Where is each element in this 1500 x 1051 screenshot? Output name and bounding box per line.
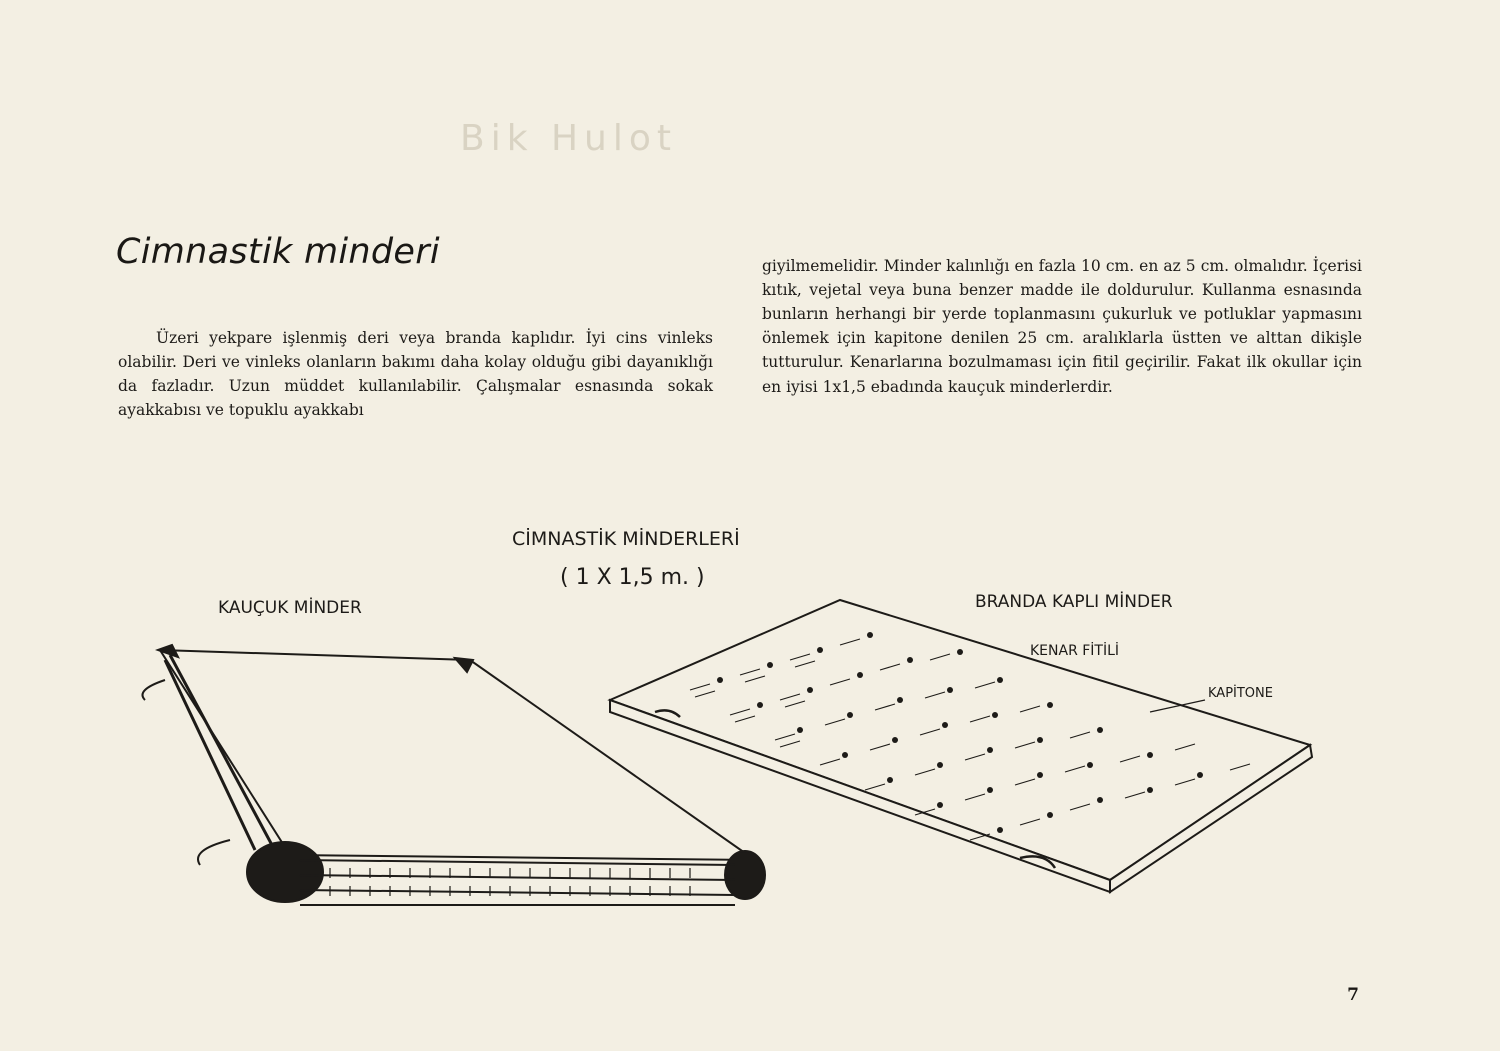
- bleed-through-text: Bik Hulot: [460, 118, 678, 159]
- label-rubber-mat: KAUÇUK MİNDER: [218, 598, 362, 618]
- right-column-paragraph: giyilmemelidir. Minder kalınlığı en fazla 10 cm. en az 5 cm. olmalıdır. İçerisi kıtık, vejetal veya buna benzer madde ile doldurulur. Kullanma esnasında bunların herhangi bir yerde toplanmasını çukurluk ve potluklar yapmasını önlemek için kapitone denilen 25 cm. aralıklarla üstten ve alttan dikişle tutturulur. Kenarlarına bozulmaması için fitil geçirilir. Fakat ilk okullar için en iyisi 1x1,5 ebadında kauçuk minderlerdir.: [762, 256, 1362, 396]
- label-edge-piping: KENAR FİTİLİ: [1030, 643, 1120, 659]
- label-quilting: KAPİTONE: [1208, 686, 1273, 701]
- illustration-dimensions: ( 1 X 1,5 m. ): [560, 565, 705, 590]
- page-title: Cimnastik minderi: [116, 232, 440, 272]
- left-column-paragraph: Üzeri yekpare işlenmiş deri veya branda kaplıdır. İyi cins vinleks olabilir. Deri ve vinleks olanların bakımı daha kolay olduğu gibi dayanıklığı da fazladır. Uzun müddet kullanılabilir. Çalışmalar esnasında sokak ayakkabısı ve topuklu ayakkabı: [118, 328, 713, 420]
- page-number: 7: [1347, 985, 1359, 1005]
- illustration-heading: CİMNASTİK MİNDERLERİ: [512, 528, 740, 550]
- label-canvas-mat: BRANDA KAPLI MİNDER: [975, 592, 1173, 612]
